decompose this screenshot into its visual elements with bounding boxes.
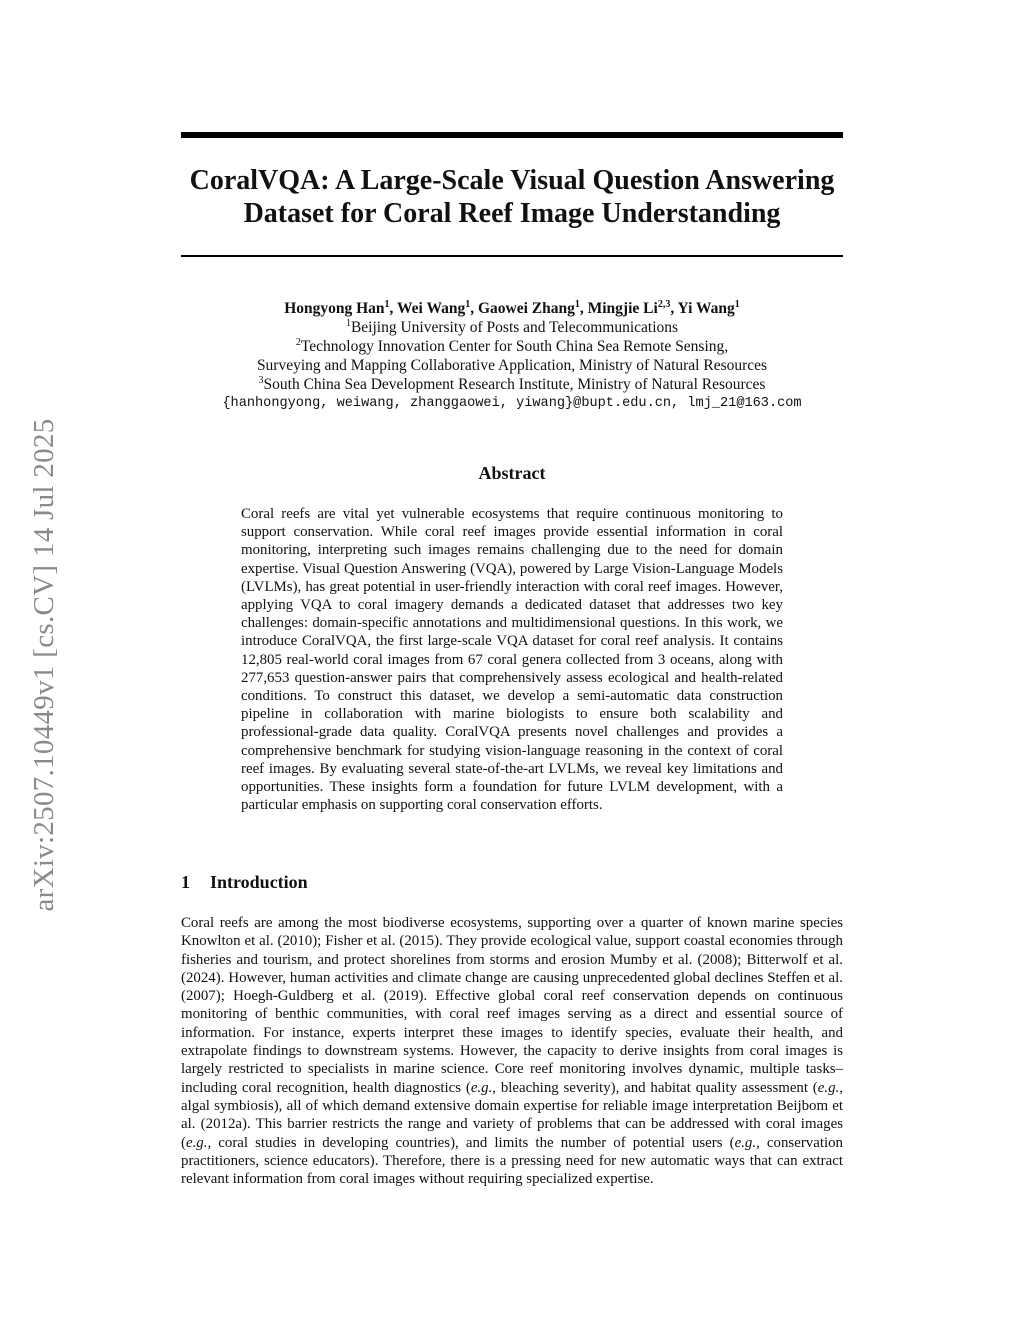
author-name: Yi Wang: [677, 300, 735, 317]
section-title: Introduction: [210, 872, 308, 892]
author-affiliation-mark: 1: [574, 298, 580, 310]
title-rule-top: [181, 132, 843, 138]
intro-text: conservation practitioners, science educators). Therefore, there is a pressing need for new automatic ways that can extract relevant information from coral images without requiring specialized expertise.: [181, 1134, 843, 1188]
author-name: Wei Wang: [397, 300, 466, 317]
intro-text: coral studies in developing countries), and limits the number of potential users (: [211, 1134, 735, 1151]
title-line-2: Dataset for Coral Reef Image Understanding: [243, 198, 781, 229]
arxiv-identifier: arXiv:2507.10449v1 [cs.CV] 14 Jul 2025: [28, 418, 60, 912]
author-name: Mingjie Li: [587, 300, 658, 317]
introduction-paragraph: [181, 914, 843, 1188]
affiliation-mark: 1: [345, 317, 351, 329]
author-affiliation-mark: 1: [465, 298, 471, 310]
affiliation-text: South China Sea Development Research Institute, Ministry of Natural Resources: [263, 376, 766, 393]
intro-text: Coral reefs are among the most biodiverse ecosystems, supporting over a quarter of known marine species Knowlton et al. (2010); Fisher et al. (2015). They provide ecological value, support coastal economies through fisheries and tourism, and protect shorelines from storms and erosion Mumby et al. (2008); Bitterwolf et al. (2024). However, human activities and climate change are causing unprecedented global declines Steffen et al. (2007); Hoegh-Guldberg et al. (2019). Effective global coral reef conservation depends on continuous monitoring of benthic communities, with coral reef images serving as a direct and essential source of information. For instance, experts interpret these images to identify species, evaluate their health, and extrapolate findings to downstream systems. However, the capacity to derive insights from coral images is largely restricted to specialists in marine science. Core reef monitoring involves dynamic, multiple tasks–including coral recognition, health diagnostics (: [181, 915, 843, 1096]
author-name: Hongyong Han: [284, 300, 385, 317]
author-name: Gaowei Zhang: [477, 300, 575, 317]
intro-eg: e.g.,: [817, 1079, 843, 1096]
title-line-1: CoralVQA: A Large-Scale Visual Question Answering: [189, 165, 835, 196]
abstract-heading: Abstract: [478, 463, 546, 483]
intro-eg: e.g.,: [470, 1079, 497, 1096]
author-block: [171, 299, 853, 413]
affiliation-mark: 3: [258, 374, 264, 386]
author-affiliation-mark: 2,3: [657, 298, 671, 310]
intro-eg: e.g.,: [734, 1134, 760, 1151]
section-number: 1: [181, 872, 190, 892]
affiliation-3: [171, 375, 853, 394]
title-rule-bottom: [181, 255, 843, 257]
paper-title: [171, 164, 853, 230]
affiliation-text: Technology Innovation Center for South China Sea Remote Sensing,: [300, 338, 729, 355]
author-emails: {hanhongyong, weiwang, zhanggaowei, yiwang}@bupt.edu.cn, lmj_21@163.com: [222, 396, 802, 411]
affiliation-text: Beijing University of Posts and Telecommunications: [350, 319, 679, 336]
intro-text: bleaching severity), and habitat quality assessment (: [496, 1079, 818, 1096]
author-list: Hongyong Han$^1$, Wei Wang$^1$, Gaowei Zhang$^1$, Mingjie Li$^{2,3}$, Yi Wang$^1$: [284, 298, 740, 317]
affiliation-2: [171, 337, 853, 356]
intro-text: algal symbiosis), all of which demand extensive domain expertise for reliable image interpretation Beijbom et al. (2012a). This barrier restricts the range and variety of problems that can be addressed with coral images (: [181, 1097, 843, 1151]
author-affiliation-mark: 1: [734, 298, 740, 310]
affiliation-2-continued: Surveying and Mapping Collaborative Application, Ministry of Natural Resources: [256, 357, 768, 374]
abstract-body: Coral reefs are vital yet vulnerable ecosystems that require continuous monitoring to support conservation. While coral reef images provide essential information in coral monitoring, interpreting such images remains challenging due to the need for domain expertise. Visual Question Answering (VQA), powered by Large Vision-Language Models (LVLMs), has great potential in user-friendly interaction with coral reef images. However, applying VQA to coral imagery demands a dedicated dataset that addresses two key challenges: domain-specific annotations and multidimensional questions. In this work, we introduce CoralVQA, the first large-scale VQA dataset for coral reef analysis. It contains 12,805 real-world coral images from 67 coral genera collected from 3 oceans, along with 277,653 question-answer pairs that comprehensively assess ecological and health-related conditions. To construct this dataset, we develop a semi-automatic data construction pipeline in collaboration with marine biologists to ensure both scalability and professional-grade data quality. CoralVQA presents novel challenges and provides a comprehensive benchmark for studying vision-language reasoning in the context of coral reef images. By evaluating several state-of-the-art LVLMs, we reveal key limitations and opportunities. These insights form a foundation for future LVLM development, with a particular emphasis on supporting coral conservation efforts.: [241, 506, 783, 814]
affiliation-1: [171, 318, 853, 337]
author-affiliation-mark: 1: [384, 298, 390, 310]
affiliation-mark: 2: [295, 336, 301, 348]
intro-eg: e.g.,: [185, 1134, 212, 1151]
section-heading-introduction: [181, 871, 581, 893]
